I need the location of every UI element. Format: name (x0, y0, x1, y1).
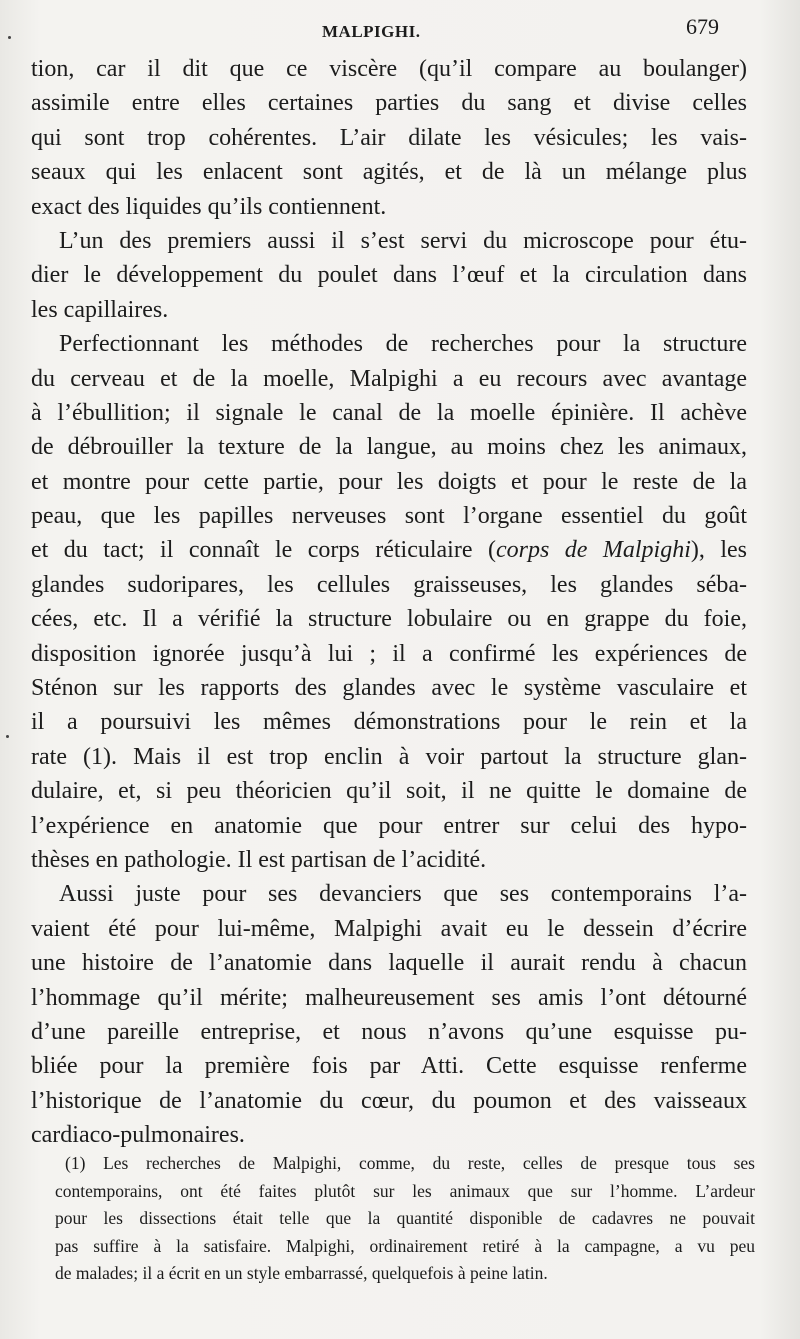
footnote-line: pas suffire à la satisfaire. Malpighi, ordinairement retiré à la campagne, a vu peu (55, 1235, 755, 1256)
text-line: seaux qui les enlacent sont agités, et de là un mélange plus (31, 159, 747, 186)
text-line: L’un des premiers aussi il s’est servi du microscope pour étu- (59, 227, 747, 254)
footnote-line: pour les dissections était telle que la quantité disponible de cadavres ne pouvait (55, 1208, 755, 1228)
text-line: l’hommage qu’il mérite; malheureusement ses amis l’ont détourné (31, 984, 747, 1011)
text-line: Perfectionnant les méthodes de recherches pour la structure (59, 331, 747, 358)
text-line: d’une pareille entreprise, et nous n’avons qu’une esquisse pu- (31, 1018, 747, 1045)
text-line: tion, car il dit que ce viscère (qu’il compare au boulanger) (31, 56, 747, 82)
body-text (31, 52, 747, 1153)
text-line: vaient été pour lui-même, Malpighi avait eu le dessein d’écrire (31, 915, 747, 942)
paragraph-4 (31, 877, 747, 1152)
text-line: Aussi juste pour ses devanciers que ses contemporains l’a- (59, 881, 747, 908)
margin-speck (6, 735, 9, 738)
text-line: dier le développement du poulet dans l’œuf et la circulation dans (31, 262, 747, 289)
paragraph-2 (31, 224, 747, 327)
text-line: qui sont trop cohérentes. L’air dilate les vésicules; les vais- (31, 124, 747, 151)
text-line: Sténon sur les rapports des glandes avec le système vasculaire et (31, 675, 747, 702)
footnote-line: de malades; il a écrit en un style embarrassé, quelquefois à peine latin. (55, 1263, 548, 1283)
text-line: à l’ébullition; il signale le canal de la moelle épinière. Il achève (31, 399, 747, 426)
text-line: du cerveau et de la moelle, Malpighi a eu recours avec avantage (31, 365, 747, 392)
page-number: 679 (686, 14, 719, 39)
text-line: cées, etc. Il a vérifié la structure lobulaire ou en grappe du foie, (31, 606, 747, 633)
text-line: glandes sudoripares, les cellules graisseuses, les glandes séba- (31, 571, 747, 598)
running-head: MALPIGHI. (322, 22, 421, 41)
margin-speck (8, 36, 11, 39)
text-line: dulaire, et, si peu théoricien qu’il soit, il ne quitte le domaine de (31, 778, 747, 805)
text-line: rate (1). Mais il est trop enclin à voir partout la structure glan- (31, 743, 747, 770)
text-line: une histoire de l’anatomie dans laquelle il aurait rendu à chacun (31, 950, 747, 977)
text-line: thèses en pathologie. Il est partisan de l’acidité. (31, 846, 487, 873)
italic-term: corps de Malpighi (495, 537, 691, 564)
text-line: les capillaires. (31, 296, 169, 323)
text-line: l’expérience en anatomie que pour entrer sur celui des hypo- (31, 812, 747, 839)
text-line: exact des liquides qu’ils contiennent. (31, 193, 387, 220)
text-line: l’historique de l’anatomie du cœur, du poumon et des vaisseaux (31, 1087, 747, 1114)
text-line: disposition ignorée jusqu’à lui ; il a confirmé les expériences de (31, 640, 747, 667)
paragraph-3 (31, 327, 747, 877)
text-line: et montre pour cette partie, pour les doigts et pour le reste de la (31, 468, 747, 495)
text-line: peau, que les papilles nerveuses sont l’organe essentiel du goût (31, 503, 747, 530)
text-line: et du tact; il connaît le corps réticulaire (corps de Malpighi), les (31, 537, 748, 564)
text-line: assimile entre elles certaines parties du sang et divise celles (31, 90, 747, 117)
paragraph-1 (31, 52, 747, 224)
text-line: de débrouiller la texture de la langue, au moins chez les animaux, (31, 434, 747, 461)
text-line: bliée pour la première fois par Atti. Cette esquisse renferme (31, 1053, 747, 1080)
page-header (0, 14, 800, 54)
footnote-line: contemporains, ont été faites plutôt sur les animaux que sur l’homme. L’ardeur (55, 1180, 755, 1201)
text-line: cardiaco-pulmonaires. (31, 1122, 245, 1149)
text-line: il a poursuivi les mêmes démonstrations pour le rein et la (31, 709, 747, 736)
footnote (55, 1150, 755, 1288)
footnote-line: (1) Les recherches de Malpighi, comme, du reste, celles de presque tous ses (65, 1153, 755, 1173)
